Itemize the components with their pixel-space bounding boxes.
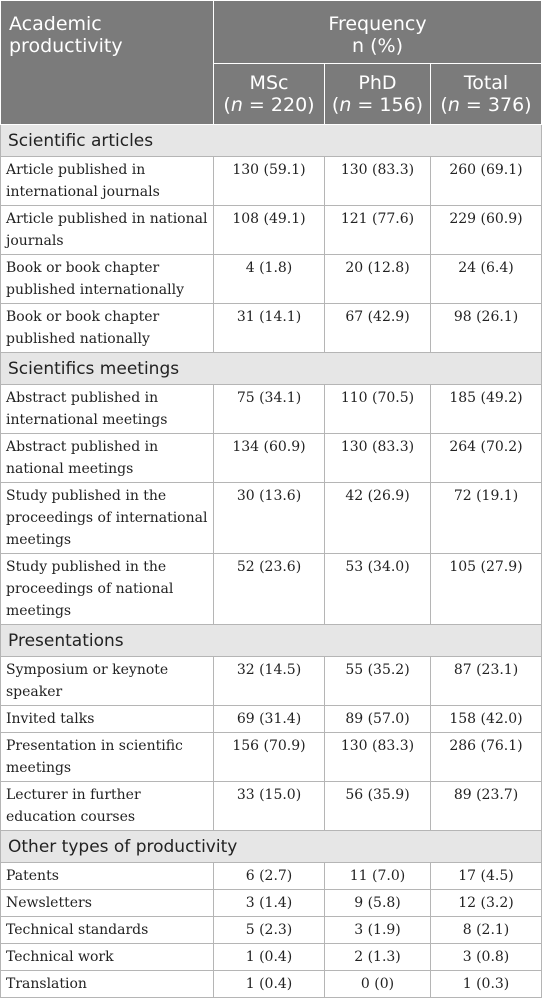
phd-value: 130 (83.3) xyxy=(325,733,431,782)
msc-value: 1 (0.4) xyxy=(214,971,325,998)
phd-value: 2 (1.3) xyxy=(325,944,431,971)
section-title: Scientific articles xyxy=(1,125,542,157)
n-symbol: n xyxy=(339,94,352,116)
academic-productivity-header: Academic productivity xyxy=(1,1,214,125)
table-row xyxy=(1,434,542,483)
table-header xyxy=(1,1,542,125)
total-value: 87 (23.1) xyxy=(431,657,542,706)
msc-value: 4 (1.8) xyxy=(214,255,325,304)
table-row xyxy=(1,385,542,434)
phd-value: 42 (26.9) xyxy=(325,483,431,554)
total-value: 17 (4.5) xyxy=(431,863,542,890)
row-label: Lecturer in further education courses xyxy=(1,782,214,831)
row-label: Technical work xyxy=(1,944,214,971)
msc-value: 3 (1.4) xyxy=(214,890,325,917)
group-count: = 220) xyxy=(242,94,315,116)
frequency-header xyxy=(214,1,542,64)
msc-value: 6 (2.7) xyxy=(214,863,325,890)
total-value: 3 (0.8) xyxy=(431,944,542,971)
table-row xyxy=(1,917,542,944)
row-label: Symposium or keynote speaker xyxy=(1,657,214,706)
phd-value: 11 (7.0) xyxy=(325,863,431,890)
section-title: Scientifics meetings xyxy=(1,353,542,385)
table-row xyxy=(1,782,542,831)
msc-value: 156 (70.9) xyxy=(214,733,325,782)
section-title: Presentations xyxy=(1,625,542,657)
msc-value: 32 (14.5) xyxy=(214,657,325,706)
total-value: 260 (69.1) xyxy=(431,157,542,206)
phd-value: 53 (34.0) xyxy=(325,554,431,625)
phd-value: 130 (83.3) xyxy=(325,157,431,206)
table-row xyxy=(1,157,542,206)
n-symbol: n xyxy=(447,94,460,116)
phd-value: 67 (42.9) xyxy=(325,304,431,353)
phd-value: 110 (70.5) xyxy=(325,385,431,434)
group-header-total: Total (n = 376) xyxy=(431,64,542,125)
msc-value: 69 (31.4) xyxy=(214,706,325,733)
group-name: PhD xyxy=(358,72,397,94)
n-symbol: n xyxy=(230,94,243,116)
group-name: Total xyxy=(463,72,509,94)
msc-value: 52 (23.6) xyxy=(214,554,325,625)
table-body xyxy=(1,125,542,998)
row-label: Newsletters xyxy=(1,890,214,917)
msc-value: 30 (13.6) xyxy=(214,483,325,554)
total-value: 264 (70.2) xyxy=(431,434,542,483)
table-row xyxy=(1,657,542,706)
section-row xyxy=(1,125,542,157)
msc-value: 1 (0.4) xyxy=(214,944,325,971)
msc-value: 75 (34.1) xyxy=(214,385,325,434)
unit-label: n (%) xyxy=(352,35,403,57)
msc-value: 5 (2.3) xyxy=(214,917,325,944)
total-value: 24 (6.4) xyxy=(431,255,542,304)
table-row xyxy=(1,554,542,625)
row-label: Presentation in scientific meetings xyxy=(1,733,214,782)
phd-value: 20 (12.8) xyxy=(325,255,431,304)
table-row xyxy=(1,206,542,255)
phd-value: 121 (77.6) xyxy=(325,206,431,255)
table-row xyxy=(1,255,542,304)
table-row xyxy=(1,706,542,733)
section-row xyxy=(1,625,542,657)
section-title: Other types of productivity xyxy=(1,831,542,863)
total-value: 1 (0.3) xyxy=(431,971,542,998)
row-label: Study published in the proceedings of national meetings xyxy=(1,554,214,625)
total-value: 286 (76.1) xyxy=(431,733,542,782)
total-value: 8 (2.1) xyxy=(431,917,542,944)
section-row xyxy=(1,831,542,863)
phd-value: 0 (0) xyxy=(325,971,431,998)
phd-value: 55 (35.2) xyxy=(325,657,431,706)
table-row xyxy=(1,863,542,890)
group-name: MSc xyxy=(249,72,289,94)
total-value: 12 (3.2) xyxy=(431,890,542,917)
group-count: = 376) xyxy=(459,94,532,116)
table-row xyxy=(1,304,542,353)
table-row xyxy=(1,733,542,782)
total-value: 229 (60.9) xyxy=(431,206,542,255)
msc-value: 108 (49.1) xyxy=(214,206,325,255)
msc-value: 31 (14.1) xyxy=(214,304,325,353)
table-row xyxy=(1,890,542,917)
row-label: Abstract published in national meetings xyxy=(1,434,214,483)
row-label: Patents xyxy=(1,863,214,890)
group-header-phd: PhD (n = 156) xyxy=(325,64,431,125)
phd-value: 3 (1.9) xyxy=(325,917,431,944)
phd-value: 130 (83.3) xyxy=(325,434,431,483)
phd-value: 56 (35.9) xyxy=(325,782,431,831)
total-value: 185 (49.2) xyxy=(431,385,542,434)
total-value: 105 (27.9) xyxy=(431,554,542,625)
row-label: Invited talks xyxy=(1,706,214,733)
row-label: Study published in the proceedings of international meetings xyxy=(1,483,214,554)
total-value: 72 (19.1) xyxy=(431,483,542,554)
table-row xyxy=(1,971,542,998)
row-label: Translation xyxy=(1,971,214,998)
total-value: 98 (26.1) xyxy=(431,304,542,353)
phd-value: 9 (5.8) xyxy=(325,890,431,917)
row-label: Book or book chapter published internationally xyxy=(1,255,214,304)
group-count: = 156) xyxy=(351,94,424,116)
section-row xyxy=(1,353,542,385)
row-label: Abstract published in international meetings xyxy=(1,385,214,434)
table-row xyxy=(1,944,542,971)
msc-value: 130 (59.1) xyxy=(214,157,325,206)
row-label: Article published in international journals xyxy=(1,157,214,206)
phd-value: 89 (57.0) xyxy=(325,706,431,733)
total-value: 89 (23.7) xyxy=(431,782,542,831)
msc-value: 33 (15.0) xyxy=(214,782,325,831)
row-label: Technical standards xyxy=(1,917,214,944)
table-row xyxy=(1,483,542,554)
msc-value: 134 (60.9) xyxy=(214,434,325,483)
group-header-msc: MSc (n = 220) xyxy=(214,64,325,125)
frequency-label: Frequency xyxy=(328,13,427,35)
row-label: Article published in national journals xyxy=(1,206,214,255)
total-value: 158 (42.0) xyxy=(431,706,542,733)
row-label: Book or book chapter published nationally xyxy=(1,304,214,353)
